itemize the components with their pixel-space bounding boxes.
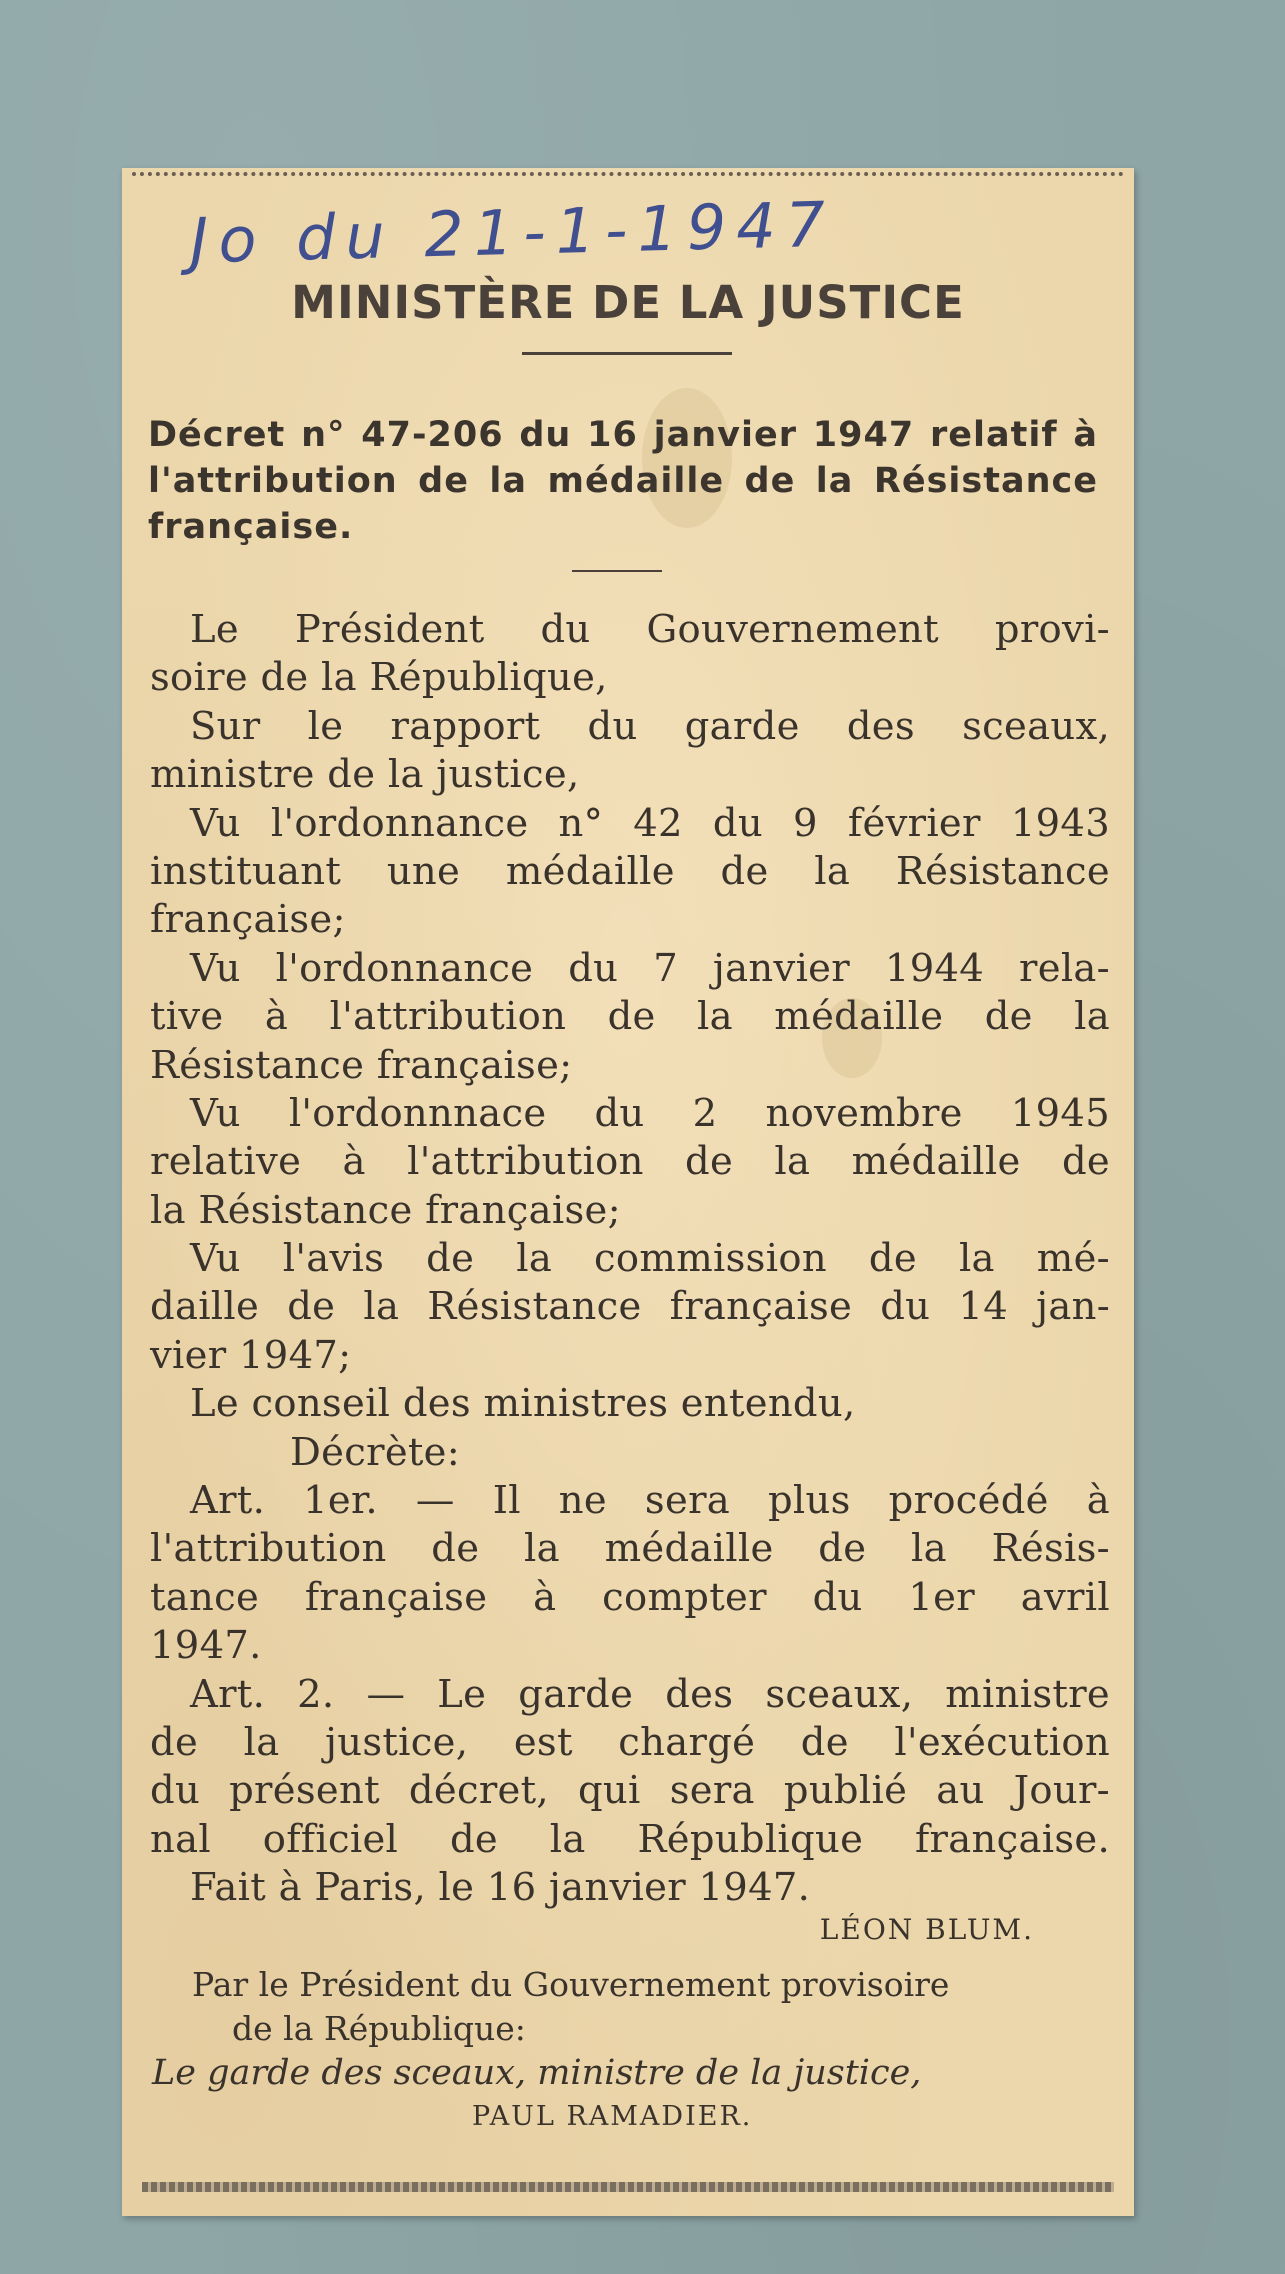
body-line: Art. 2. — Le garde des sceaux, ministre <box>190 1671 1110 1717</box>
body-line: Fait à Paris, le 16 janvier 1947. <box>190 1865 811 1911</box>
body-line: la Résistance française; <box>150 1187 621 1233</box>
top-rule <box>132 172 1124 176</box>
body-line: tance française à compter du 1er avril <box>150 1574 1110 1620</box>
body-line: Sur le rapport du garde des sceaux, <box>190 703 1110 749</box>
body-line: Résistance française; <box>150 1042 573 1088</box>
body-line: ministre de la justice, <box>150 752 580 798</box>
countersign-name: PAUL RAMADIER. <box>472 2101 753 2132</box>
decree-title: Décret n° 47-206 du 16 janvier 1947 relatif à l'attribution de la médaille de la Résistance française. <box>148 415 1098 547</box>
ministry-heading: MINISTÈRE DE LA JUSTICE <box>291 276 965 329</box>
body-line: Vu l'ordonnance du 7 janvier 1944 rela- <box>190 945 1110 991</box>
countersignature <box>152 1963 1112 2139</box>
heading-rule <box>522 352 732 355</box>
body-line: vier 1947; <box>150 1332 352 1378</box>
body-line: Le Président du Gouvernement provi- <box>190 607 1110 652</box>
body-line: Vu l'ordonnnace du 2 novembre 1945 <box>190 1090 1110 1136</box>
body-line: daille de la Résistance française du 14 jan- <box>150 1284 1110 1330</box>
title-rule <box>572 570 662 572</box>
body-line: nal officiel de la République française. <box>150 1816 1110 1862</box>
body-line: Vu l'ordonnance n° 42 du 9 février 1943 <box>190 800 1110 846</box>
body-line: l'attribution de la médaille de la Résis- <box>150 1526 1110 1572</box>
body-line: tive à l'attribution de la médaille de la <box>150 994 1110 1040</box>
body-line: française; <box>150 897 346 943</box>
body-line: Art. 1er. — Il ne sera plus procédé à <box>190 1478 1110 1524</box>
body-line: soire de la République, <box>150 655 608 701</box>
body-line: instituant une médaille de la Résistance <box>150 848 1110 894</box>
body-line: du présent décret, qui sera publié au Jour- <box>150 1768 1110 1814</box>
countersign-line: de la République: <box>232 2009 526 2048</box>
countersign-line: Le garde des sceaux, ministre de la justice, <box>152 2053 922 2093</box>
newspaper-clipping <box>122 168 1134 2216</box>
decree-body <box>150 606 1110 1913</box>
body-line: relative à l'attribution de la médaille de <box>150 1139 1110 1185</box>
body-line: de la justice, est chargé de l'exécution <box>150 1719 1110 1765</box>
signatory: LÉON BLUM. <box>819 1913 1034 1946</box>
handwritten-date: Jo du 21-1-1947 <box>189 187 837 278</box>
body-line: 1947. <box>150 1623 262 1669</box>
body-line: Vu l'avis de la commission de la mé- <box>190 1236 1110 1282</box>
body-line: Le conseil des ministres entendu, <box>190 1381 856 1427</box>
body-line: Décrète: <box>290 1429 461 1475</box>
countersign-line: Par le Président du Gouvernement provisoire <box>192 1965 950 2004</box>
bottom-rule <box>142 2182 1114 2192</box>
